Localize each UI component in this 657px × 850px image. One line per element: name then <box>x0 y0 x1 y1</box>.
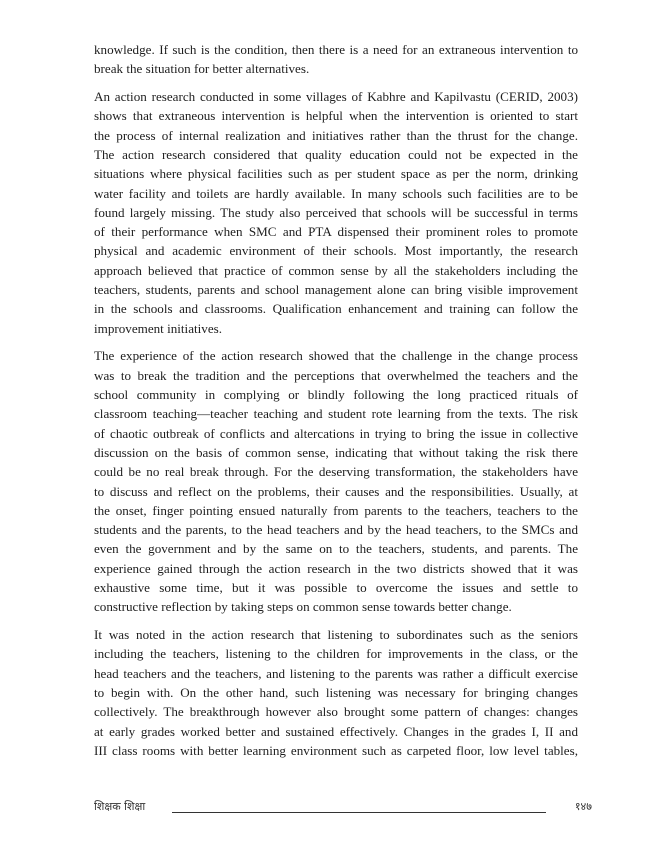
text-line: in the schools and classrooms. Qualification enhancement and training can follow the <box>94 301 578 317</box>
text-line: III class rooms with better learning environment such as carpeted floor, low level tables, <box>94 742 578 758</box>
text-line: water facility and toilets are hardly available. In many schools such facilities are to be <box>94 185 578 201</box>
page-body <box>94 40 578 769</box>
text-line: The experience of the action research showed that the challenge in the change process <box>94 348 578 364</box>
text-line: head teachers and the teachers, and listening to the parents was rather a difficult exercise <box>94 665 578 681</box>
footer-journal-title: शिक्षक शिक्षा <box>94 800 146 813</box>
footer-page-number: १४७ <box>574 800 592 813</box>
text-line: the onset, finger pointing ensued naturally from parents to the teachers, teachers to the <box>94 502 578 518</box>
text-line: found largely missing. The study also perceived that schools will be successful in terms <box>94 204 578 220</box>
text-line: school community in complying or blindly following the long practiced rituals of <box>94 387 578 403</box>
text-line: was to break the tradition and the perceptions that overwhelmed the teachers and the <box>94 367 578 383</box>
paragraph <box>94 625 578 760</box>
text-line: of their performance when SMC and PTA dispensed their prominent roles to promote <box>94 224 578 240</box>
text-line: break the situation for better alternatives. <box>94 61 310 77</box>
text-line: shows that extraneous intervention is helpful when the intervention is oriented to start <box>94 108 578 124</box>
footer-rule <box>172 812 546 813</box>
paragraph <box>94 87 578 338</box>
text-line: at early grades worked better and sustained effectively. Changes in the grades I, II and <box>94 723 578 739</box>
text-line: situations where physical facilities such as per student space as per the norm, drinking <box>94 166 578 182</box>
text-line: physical and academic environment of their schools. Most importantly, the research <box>94 243 578 259</box>
text-line: improvement initiatives. <box>94 320 223 336</box>
text-line: knowledge. If such is the condition, then there is a need for an extraneous intervention to <box>94 42 578 57</box>
text-line: collectively. The breakthrough however also brought some pattern of changes: changes <box>94 704 578 720</box>
text-line: The action research considered that quality education could not be expected in the <box>94 146 578 162</box>
text-line: to begin with. On the other hand, such listening was necessary for bringing changes <box>94 685 578 700</box>
text-line: experience gained through the action research in the two districts showed that it was <box>94 560 578 576</box>
page-footer <box>94 797 592 817</box>
paragraph <box>94 346 578 616</box>
text-line: could be no real break through. For the deserving transformation, the stakeholders have <box>94 464 578 480</box>
text-line: students and the parents, to the head teachers and by the head teachers, to the SMCs and <box>94 522 578 538</box>
text-line: It was noted in the action research that listening to subordinates such as the seniors <box>94 627 578 643</box>
text-line: An action research conducted in some villages of Kabhre and Kapilvastu (CERID, 2003) <box>94 89 578 105</box>
text-line: teachers, students, parents and school management alone can bring visible improvement <box>94 282 578 298</box>
text-line: approach believed that practice of common sense by all the stakeholders including the <box>94 262 578 278</box>
text-line: even the government and by the same on to the teachers, students, and parents. The <box>94 541 578 557</box>
text-line: classroom teaching—teacher teaching and student rote learning from the texts. The risk <box>94 406 578 422</box>
text-line: exhaustive some time, but it was possible to overcome the issues and settle to <box>94 580 578 596</box>
text-line: constructive reflection by taking steps on common sense towards better change. <box>94 599 512 615</box>
text-line: discussion on the basis of common sense, indicating that without taking the risk there <box>94 444 578 460</box>
text-line: including the teachers, listening to the children for improvements in the class, or the <box>94 646 578 662</box>
text-line: of chaotic outbreak of conflicts and altercations in trying to bring the issue in collective <box>94 425 578 441</box>
paragraph <box>94 40 578 79</box>
text-line: the process of internal realization and initiatives rather than the thrust for the change. <box>94 127 578 143</box>
text-line: to discuss and reflect on the problems, their causes and the responsibilities. Usually, at <box>94 483 578 499</box>
